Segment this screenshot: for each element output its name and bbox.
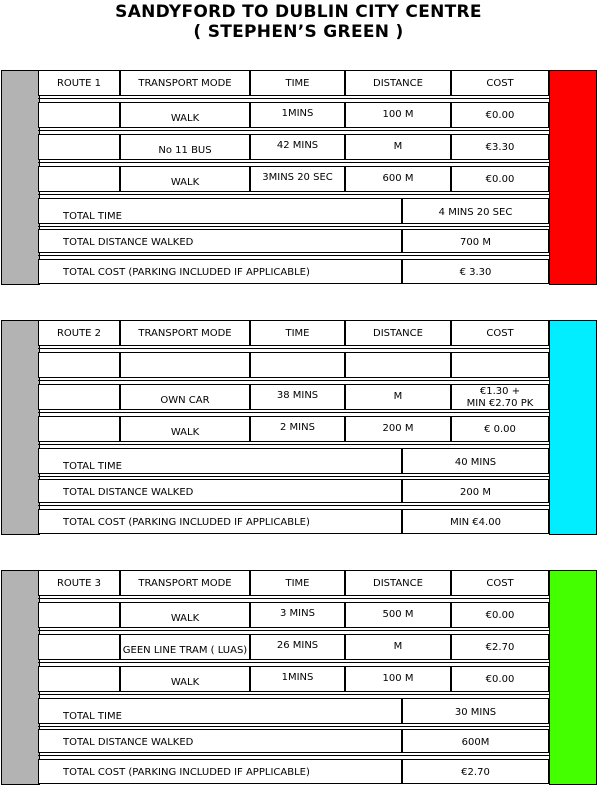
header-time-text: TIME xyxy=(285,578,310,589)
total-distance-label-text: TOTAL DISTANCE WALKED xyxy=(63,487,194,498)
total-distance-label xyxy=(38,479,402,503)
header-time xyxy=(250,320,345,346)
route-color-bar xyxy=(549,70,597,285)
total-distance-label xyxy=(38,229,402,253)
distance-cell xyxy=(345,134,451,160)
time-cell-text: 1MINS xyxy=(281,672,314,683)
row-separator xyxy=(38,755,549,756)
header-cost-text: COST xyxy=(486,328,514,339)
transport-mode-cell xyxy=(120,134,250,160)
transport-mode-cell-text: GEEN LINE TRAM ( LUAS) xyxy=(122,645,248,656)
transport-mode-cell-text: No 11 BUS xyxy=(158,145,212,156)
page-subtitle: ( STEPHEN’S GREEN ) xyxy=(193,22,404,42)
cost-cell-text: €0.00 xyxy=(485,674,515,685)
row-separator xyxy=(38,598,549,599)
header-distance xyxy=(345,70,451,96)
route-row-blank xyxy=(38,166,120,192)
transport-mode-cell xyxy=(120,384,250,410)
total-cost-label xyxy=(38,259,402,284)
total-distance-label-text: TOTAL DISTANCE WALKED xyxy=(63,737,194,748)
header-transport-mode xyxy=(120,70,250,96)
total-distance-value-text: 600M xyxy=(461,737,490,748)
cost-cell-text: €0.00 xyxy=(485,174,515,185)
distance-cell xyxy=(345,666,451,692)
header-distance xyxy=(345,320,451,346)
route-name xyxy=(38,70,120,96)
route-block-1 xyxy=(1,70,595,284)
time-cell-text: 26 MINS xyxy=(276,640,319,651)
route-row-blank xyxy=(38,602,120,628)
route-color-bar xyxy=(549,320,597,535)
time-cell xyxy=(250,166,345,192)
time-cell-text: 3MINS 20 SEC xyxy=(262,172,333,183)
total-time-value-text: 4 MINS 20 SEC xyxy=(438,207,513,218)
time-cell xyxy=(250,352,345,378)
time-cell xyxy=(250,102,345,128)
distance-cell-text: M xyxy=(393,641,403,652)
transport-mode-cell xyxy=(120,352,250,378)
cost-cell xyxy=(451,352,549,378)
row-separator xyxy=(38,444,549,445)
total-cost-label-text: TOTAL COST (PARKING INCLUDED IF APPLICABLE) xyxy=(63,267,310,278)
route-color-bar xyxy=(549,570,597,785)
route-row-blank xyxy=(38,102,120,128)
total-cost-label-text: TOTAL COST (PARKING INCLUDED IF APPLICABLE) xyxy=(63,767,310,778)
row-separator xyxy=(38,162,549,163)
total-time-value xyxy=(402,198,549,224)
distance-cell-text: 100 M xyxy=(382,109,414,120)
transport-mode-cell-text: WALK xyxy=(170,613,200,624)
total-distance-value xyxy=(402,229,549,253)
time-cell xyxy=(250,416,345,442)
time-cell-text: 38 MINS xyxy=(276,390,319,401)
total-distance-value xyxy=(402,729,549,753)
total-distance-label-text: TOTAL DISTANCE WALKED xyxy=(63,237,194,248)
header-transport-mode xyxy=(120,320,250,346)
header-time xyxy=(250,70,345,96)
distance-cell xyxy=(345,384,451,410)
transport-mode-cell xyxy=(120,634,250,660)
row-separator xyxy=(38,348,549,349)
header-transport-mode-text: TRANSPORT MODE xyxy=(138,578,232,589)
time-cell xyxy=(250,634,345,660)
total-distance-value xyxy=(402,479,549,503)
distance-cell xyxy=(345,634,451,660)
total-cost-value xyxy=(402,509,549,534)
total-cost-value-text: MIN €4.00 xyxy=(450,517,501,528)
transport-mode-cell-text: WALK xyxy=(170,427,200,438)
route-name-text: ROUTE 3 xyxy=(56,578,102,589)
total-cost-value xyxy=(402,259,549,284)
header-distance-text: DISTANCE xyxy=(373,578,423,589)
distance-cell-text: 200 M xyxy=(382,423,414,434)
cost-cell-text: €0.00 xyxy=(485,610,515,621)
cost-cell xyxy=(451,416,549,442)
header-time-text: TIME xyxy=(285,78,310,89)
total-time-label-text: TOTAL TIME xyxy=(63,211,122,222)
transport-mode-cell xyxy=(120,166,250,192)
row-separator xyxy=(38,662,549,663)
total-time-label-text: TOTAL TIME xyxy=(63,711,122,722)
cost-cell xyxy=(451,134,549,160)
total-cost-value-text: €2.70 xyxy=(461,767,490,778)
route-side-bar xyxy=(1,570,40,785)
total-distance-value-text: 700 M xyxy=(460,237,491,248)
cost-cell xyxy=(451,666,549,692)
route-block-3 xyxy=(1,570,595,784)
cost-cell xyxy=(451,166,549,192)
route-row-blank xyxy=(38,634,120,660)
cost-cell xyxy=(451,634,549,660)
route-side-bar xyxy=(1,70,40,285)
total-time-label xyxy=(38,448,402,474)
total-time-label xyxy=(38,698,402,724)
header-transport-mode xyxy=(120,570,250,596)
header-distance-text: DISTANCE xyxy=(373,328,423,339)
row-separator xyxy=(38,98,549,99)
route-side-bar xyxy=(1,320,40,535)
route-name-text: ROUTE 2 xyxy=(56,328,102,339)
header-cost-text: COST xyxy=(486,78,514,89)
header-distance-text: DISTANCE xyxy=(373,78,423,89)
total-time-value-text: 40 MINS xyxy=(454,457,497,468)
route-name xyxy=(38,320,120,346)
transport-mode-cell-text: WALK xyxy=(170,177,200,188)
row-separator xyxy=(38,130,549,131)
cost-cell xyxy=(451,602,549,628)
distance-cell-text: M xyxy=(393,141,403,152)
row-separator xyxy=(38,380,549,381)
time-cell xyxy=(250,666,345,692)
total-time-value-text: 30 MINS xyxy=(454,707,497,718)
header-cost xyxy=(451,70,549,96)
distance-cell xyxy=(345,416,451,442)
header-transport-mode-text: TRANSPORT MODE xyxy=(138,78,232,89)
cost-cell-text-2: MIN €2.70 PK xyxy=(466,398,534,409)
total-distance-value-text: 200 M xyxy=(460,487,491,498)
row-separator xyxy=(38,412,549,413)
total-cost-value xyxy=(402,759,549,784)
time-cell-text: 3 MINS xyxy=(280,608,315,619)
total-time-value xyxy=(402,448,549,474)
route-row-blank xyxy=(38,384,120,410)
row-separator xyxy=(38,505,549,506)
total-distance-label xyxy=(38,729,402,753)
page-title: SANDYFORD TO DUBLIN CITY CENTRE xyxy=(115,2,482,22)
row-separator xyxy=(38,194,549,195)
time-cell xyxy=(250,384,345,410)
time-cell-text: 1MINS xyxy=(281,108,314,119)
header-time xyxy=(250,570,345,596)
total-cost-value-text: € 3.30 xyxy=(459,267,492,278)
cost-cell-text: € 0.00 xyxy=(484,424,516,435)
header-transport-mode-text: TRANSPORT MODE xyxy=(138,328,232,339)
cost-cell xyxy=(451,384,549,410)
transport-mode-cell-text: OWN CAR xyxy=(160,395,210,406)
cost-cell-text: €2.70 xyxy=(485,642,515,653)
total-cost-label xyxy=(38,759,402,784)
header-distance xyxy=(345,570,451,596)
route-row-blank xyxy=(38,134,120,160)
total-cost-label xyxy=(38,509,402,534)
header-cost xyxy=(451,570,549,596)
time-cell-text: 2 MINS xyxy=(280,422,315,433)
row-separator xyxy=(38,226,549,227)
distance-cell-text: 500 M xyxy=(382,609,414,620)
distance-cell-text: 100 M xyxy=(382,673,414,684)
route-name-text: ROUTE 1 xyxy=(56,78,102,89)
distance-cell xyxy=(345,102,451,128)
transport-mode-cell xyxy=(120,666,250,692)
time-cell xyxy=(250,134,345,160)
distance-cell-text: M xyxy=(393,391,403,402)
route-row-blank xyxy=(38,666,120,692)
time-cell-text: 42 MINS xyxy=(276,140,319,151)
total-time-label xyxy=(38,198,402,224)
header-cost xyxy=(451,320,549,346)
transport-mode-cell xyxy=(120,416,250,442)
route-row-blank xyxy=(38,352,120,378)
row-separator xyxy=(38,476,549,477)
distance-cell xyxy=(345,166,451,192)
total-time-value xyxy=(402,698,549,724)
cost-cell xyxy=(451,102,549,128)
total-time-label-text: TOTAL TIME xyxy=(63,461,122,472)
route-block-2 xyxy=(1,320,595,534)
transport-mode-cell-text: WALK xyxy=(170,113,200,124)
time-cell xyxy=(250,602,345,628)
row-separator xyxy=(38,694,549,695)
route-name xyxy=(38,570,120,596)
transport-mode-cell xyxy=(120,602,250,628)
cost-cell-text: €1.30 + xyxy=(479,386,521,397)
header-time-text: TIME xyxy=(285,328,310,339)
row-separator xyxy=(38,726,549,727)
row-separator xyxy=(38,255,549,256)
distance-cell-text: 600 M xyxy=(382,173,414,184)
cost-cell-text: €3.30 xyxy=(485,142,515,153)
total-cost-label-text: TOTAL COST (PARKING INCLUDED IF APPLICABLE) xyxy=(63,517,310,528)
distance-cell xyxy=(345,602,451,628)
header-cost-text: COST xyxy=(486,578,514,589)
distance-cell xyxy=(345,352,451,378)
cost-cell-text: €0.00 xyxy=(485,110,515,121)
transport-mode-cell-text: WALK xyxy=(170,677,200,688)
transport-mode-cell xyxy=(120,102,250,128)
row-separator xyxy=(38,630,549,631)
route-row-blank xyxy=(38,416,120,442)
